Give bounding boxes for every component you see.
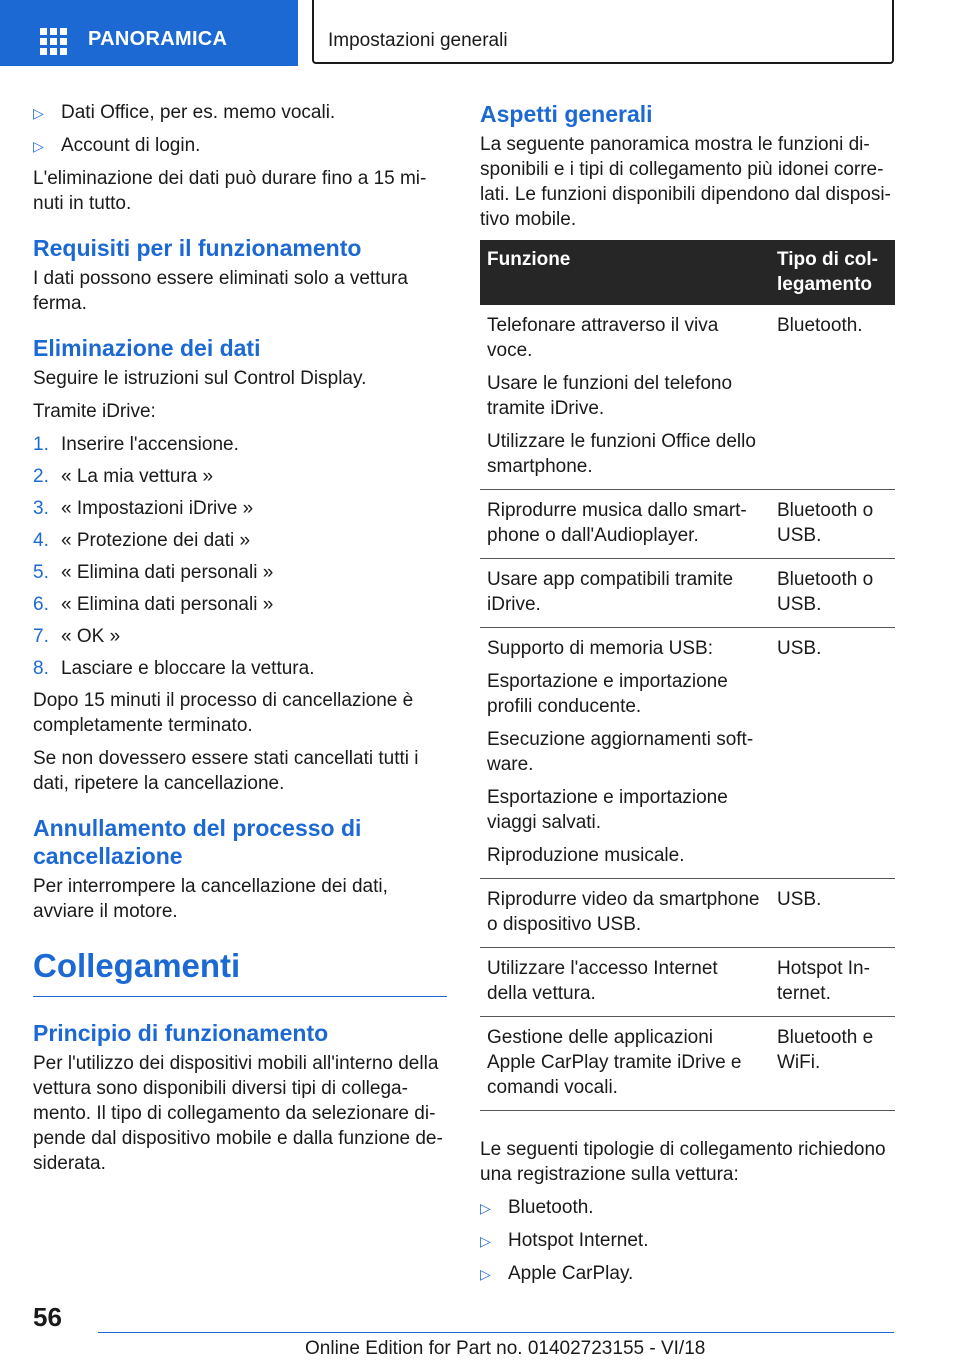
- function-text: Gestione delle applicazioni Apple CarPlay tramite iDrive e comandi vocali.: [487, 1027, 742, 1098]
- function-text: Usare app compatibili tramite iDrive.: [487, 569, 734, 615]
- function-text: Usare le funzioni del telefono tramite iDrive.: [487, 373, 733, 419]
- column-header-function: Funzione: [480, 240, 770, 305]
- heading-cancel: Annullamento del processo di cancellazione: [33, 815, 362, 869]
- paragraph-requirements: I dati possono essere eliminati solo a vettura ferma.: [33, 268, 408, 314]
- function-text: Esecuzione aggiornamenti soft-ware.: [487, 729, 754, 775]
- triangle-bullet-icon: ▷: [480, 1233, 491, 1249]
- table-row: [480, 879, 895, 948]
- paragraph-deletion-1: Seguire le istruzioni sul Control Display.: [33, 368, 367, 389]
- page-number: 56: [33, 1302, 62, 1332]
- paragraph-after-1: Dopo 15 minuti il processo di cancellazione è completamente terminato.: [33, 690, 414, 736]
- top-bar: [0, 0, 960, 66]
- paragraph-deletion-2: Tramite iDrive:: [33, 401, 156, 422]
- function-cell: [480, 305, 770, 490]
- connection-type-cell: USB.: [770, 628, 895, 879]
- column-header-connection-type: Tipo di col-legamento: [770, 240, 895, 305]
- table-row: [480, 628, 895, 879]
- heading-connections: Collegamenti: [33, 946, 447, 997]
- section-title: Impostazioni generali: [328, 30, 508, 51]
- function-cell: [480, 948, 770, 1017]
- overview-nav-button[interactable]: [0, 0, 298, 66]
- grid-icon: [40, 28, 68, 52]
- step-item: 4. « Protezione dei dati »: [33, 530, 251, 551]
- step-item: 5. « Elimina dati personali »: [33, 562, 274, 583]
- table-row: [480, 490, 895, 559]
- triangle-bullet-icon: ▷: [480, 1200, 491, 1216]
- connection-type-cell: Bluetooth.: [770, 305, 895, 490]
- heading-deletion: Eliminazione dei dati: [33, 335, 261, 361]
- step-item: 6. « Elimina dati personali »: [33, 594, 274, 615]
- function-text: Utilizzare l'accesso Internet della vettura.: [487, 958, 718, 1004]
- table-row: [480, 305, 895, 490]
- heading-requirements: Requisiti per il funzionamento: [33, 235, 362, 261]
- function-text: Esportazione e importazione viaggi salvati.: [487, 787, 728, 833]
- paragraph-overview: La seguente panoramica mostra le funzioni di-sponibili e i tipi di collegamento più idonei corre-lati. Le funzioni disponibili dipendono dal disposi-tivo mobile.: [480, 134, 891, 230]
- function-cell: [480, 490, 770, 559]
- step-item: 3. « Impostazioni iDrive »: [33, 498, 254, 519]
- table-row: [480, 948, 895, 1017]
- list-item: ▷ Hotspot Internet.: [480, 1228, 895, 1254]
- triangle-bullet-icon: ▷: [480, 1266, 491, 1282]
- function-cell: [480, 879, 770, 948]
- triangle-bullet-icon: ▷: [33, 105, 44, 121]
- list-item: ▷ Account di login.: [33, 133, 447, 159]
- step-item: 7. « OK »: [33, 626, 121, 647]
- connection-table: [480, 240, 895, 1111]
- triangle-bullet-icon: ▷: [33, 138, 44, 154]
- paragraph-registration: Le seguenti tipologie di collegamento richiedono una registrazione sulla vettura:: [480, 1139, 886, 1185]
- table-row: [480, 1017, 895, 1111]
- overview-nav-label: PANORAMICA: [88, 28, 228, 50]
- right-column: [480, 100, 895, 1294]
- function-text: Utilizzare le funzioni Office dello smartphone.: [487, 431, 756, 477]
- step-item: 1. Inserire l'accensione.: [33, 434, 239, 455]
- paragraph-principle: Per l'utilizzo dei dispositivi mobili all'interno della vettura sono disponibili diversi tipi di collega-mento. Il tipo di collegamento da selezionare di-pende dal dispositivo mobile e dalla funzione de-siderata.: [33, 1053, 443, 1174]
- function-text: Telefonare attraverso il viva voce.: [487, 315, 719, 361]
- step-item: 8. Lasciare e bloccare la vettura.: [33, 658, 315, 679]
- left-column: [33, 100, 447, 1184]
- paragraph-cancel: Per interrompere la cancellazione dei dati, avviare il motore.: [33, 876, 388, 922]
- connection-type-cell: Hotspot In-ternet.: [770, 948, 895, 1017]
- function-text: Supporto di memoria USB:: [487, 638, 713, 659]
- function-cell: [480, 559, 770, 628]
- list-item: ▷ Apple CarPlay.: [480, 1261, 895, 1287]
- paragraph-duration: L'eliminazione dei dati può durare fino a 15 mi-nuti in tutto.: [33, 168, 427, 214]
- footer-edition: Online Edition for Part no. 01402723155 - VI/18: [305, 1338, 706, 1359]
- step-item: 2. « La mia vettura »: [33, 466, 214, 487]
- function-text: Riproduzione musicale.: [487, 845, 685, 866]
- table-row: [480, 559, 895, 628]
- connection-type-cell: USB.: [770, 879, 895, 948]
- section-tab[interactable]: [312, 0, 894, 64]
- connection-type-cell: Bluetooth o USB.: [770, 490, 895, 559]
- heading-overview: Aspetti generali: [480, 101, 653, 127]
- table-header-row: [480, 240, 895, 305]
- function-cell: [480, 628, 770, 879]
- heading-principle: Principio di funzionamento: [33, 1020, 329, 1046]
- footer-divider: [98, 1332, 894, 1333]
- list-item: ▷ Bluetooth.: [480, 1195, 895, 1221]
- function-text: Esportazione e importazione profili conducente.: [487, 671, 728, 717]
- connection-type-cell: Bluetooth e WiFi.: [770, 1017, 895, 1111]
- connection-type-cell: Bluetooth o USB.: [770, 559, 895, 628]
- list-item: ▷ Dati Office, per es. memo vocali.: [33, 100, 447, 126]
- function-text: Riprodurre video da smartphone o dispositivo USB.: [487, 889, 760, 935]
- function-text: Riprodurre musica dallo smart-phone o dall'Audioplayer.: [487, 500, 747, 546]
- function-cell: [480, 1017, 770, 1111]
- paragraph-after-2: Se non dovessero essere stati cancellati tutti i dati, ripetere la cancellazione.: [33, 748, 419, 794]
